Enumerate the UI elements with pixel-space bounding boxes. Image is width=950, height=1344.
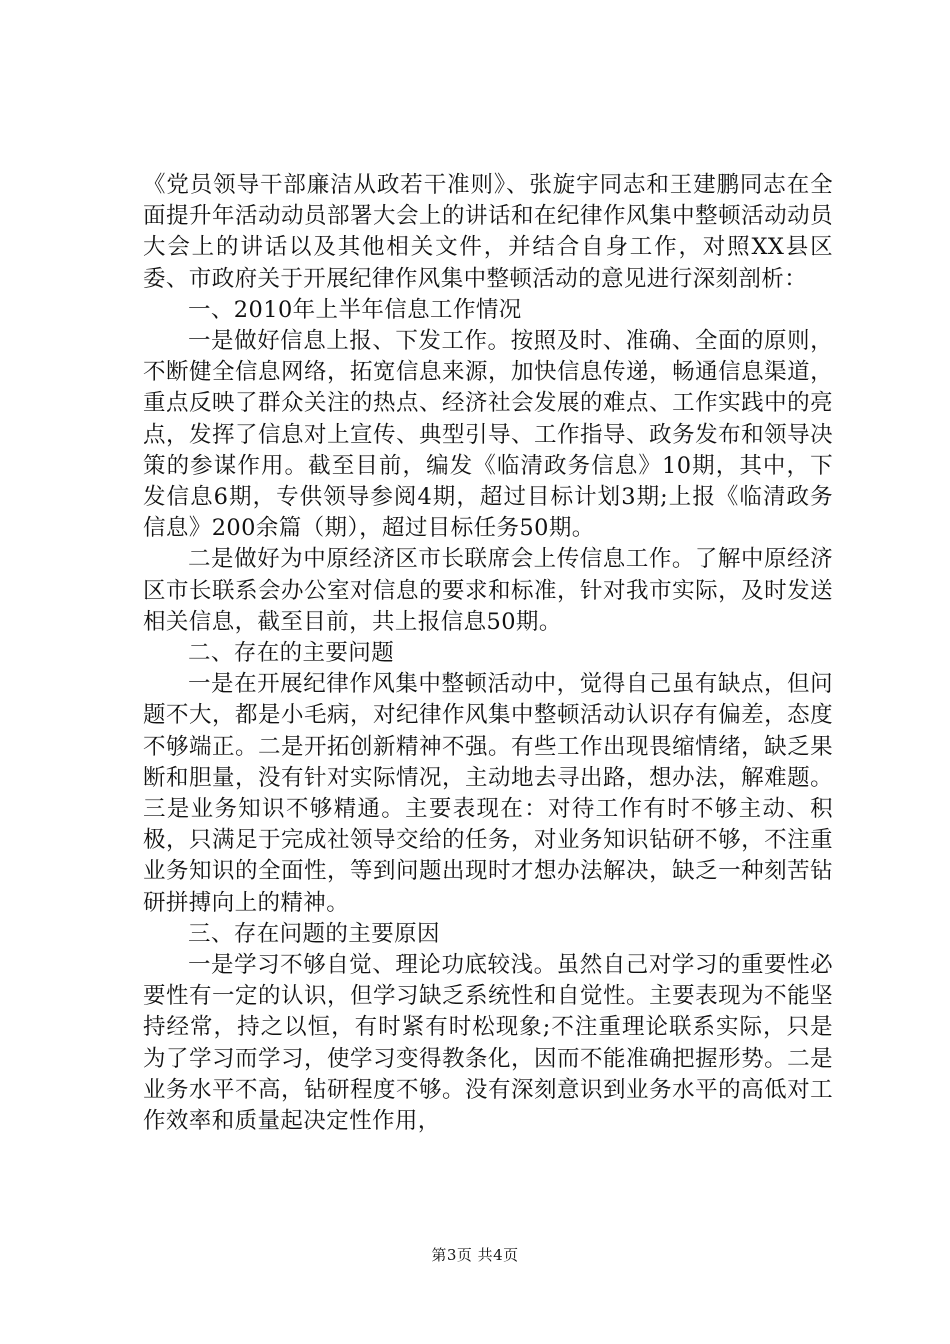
page-footer: 第3页 共4页 <box>431 1246 519 1264</box>
heading-section-1: 一、2010年上半年信息工作情况 <box>188 296 522 323</box>
paragraph-info-reporting: 一是做好信息上报、下发工作。按照及时、准确、全面的原则，不断健全信息网络，拓宽信息来源，加快信息传递，畅通信息渠道，重点反映了群众关注的热点、经济社会发展的难点、工作实践中的亮点，发挥了信息对上宣传、典型引导、工作指导、政务发布和领导决策的参谋作用。截至目前，编发《临清政务信息》10期，其中，下发信息6期，专供领导参阅4期，超过目标计划3期;上报《临清政务信息》200余篇（期），超过目标任务50期。 <box>143 328 833 542</box>
paragraph-mayor-meeting: 二是做好为中原经济区市长联席会上传信息工作。了解中原经济区市长联系会办公室对信息的要求和标准，针对我市实际，及时发送相关信息，截至目前，共上报信息50期。 <box>143 546 833 635</box>
document-body <box>143 170 833 1137</box>
paragraph-causes: 一是学习不够自觉、理论功底较浅。虽然自己对学习的重要性必要性有一定的认识，但学习缺乏系统性和自觉性。主要表现为不能坚持经常，持之以恒，有时紧有时松现象;不注重理论联系实际，只是为了学习而学习，使学习变得教条化，因而不能准确把握形势。二是业务水平不高，钻研程度不够。没有深刻意识到业务水平的高低对工作效率和质量起决定性作用， <box>143 952 833 1135</box>
paragraph-problems: 一是在开展纪律作风集中整顿活动中，觉得自己虽有缺点，但问题不大，都是小毛病，对纪律作风集中整顿活动认识存有偏差，态度不够端正。二是开拓创新精神不强。有些工作出现畏缩情绪，缺乏果断和胆量，没有针对实际情况，主动地去寻出路，想办法，解难题。三是业务知识不够精通。主要表现在：对待工作有时不够主动、积极，只满足于完成社领导交给的任务，对业务知识钻研不够，不注重业务知识的全面性，等到问题出现时才想办法解决，缺乏一种刻苦钻研拼搏向上的精神。 <box>143 671 833 916</box>
heading-section-2: 二、存在的主要问题 <box>188 640 395 667</box>
paragraph-intro: 《党员领导干部廉洁从政若干准则》、张旋宇同志和王建鹏同志在全面提升年活动动员部署大会上的讲话和在纪律作风集中整顿活动动员大会上的讲话以及其他相关文件，并结合自身工作，对照XX县区委、市政府关于开展纪律作风集中整顿活动的意见进行深刻剖析： <box>143 172 833 292</box>
heading-section-3: 三、存在问题的主要原因 <box>188 920 440 947</box>
